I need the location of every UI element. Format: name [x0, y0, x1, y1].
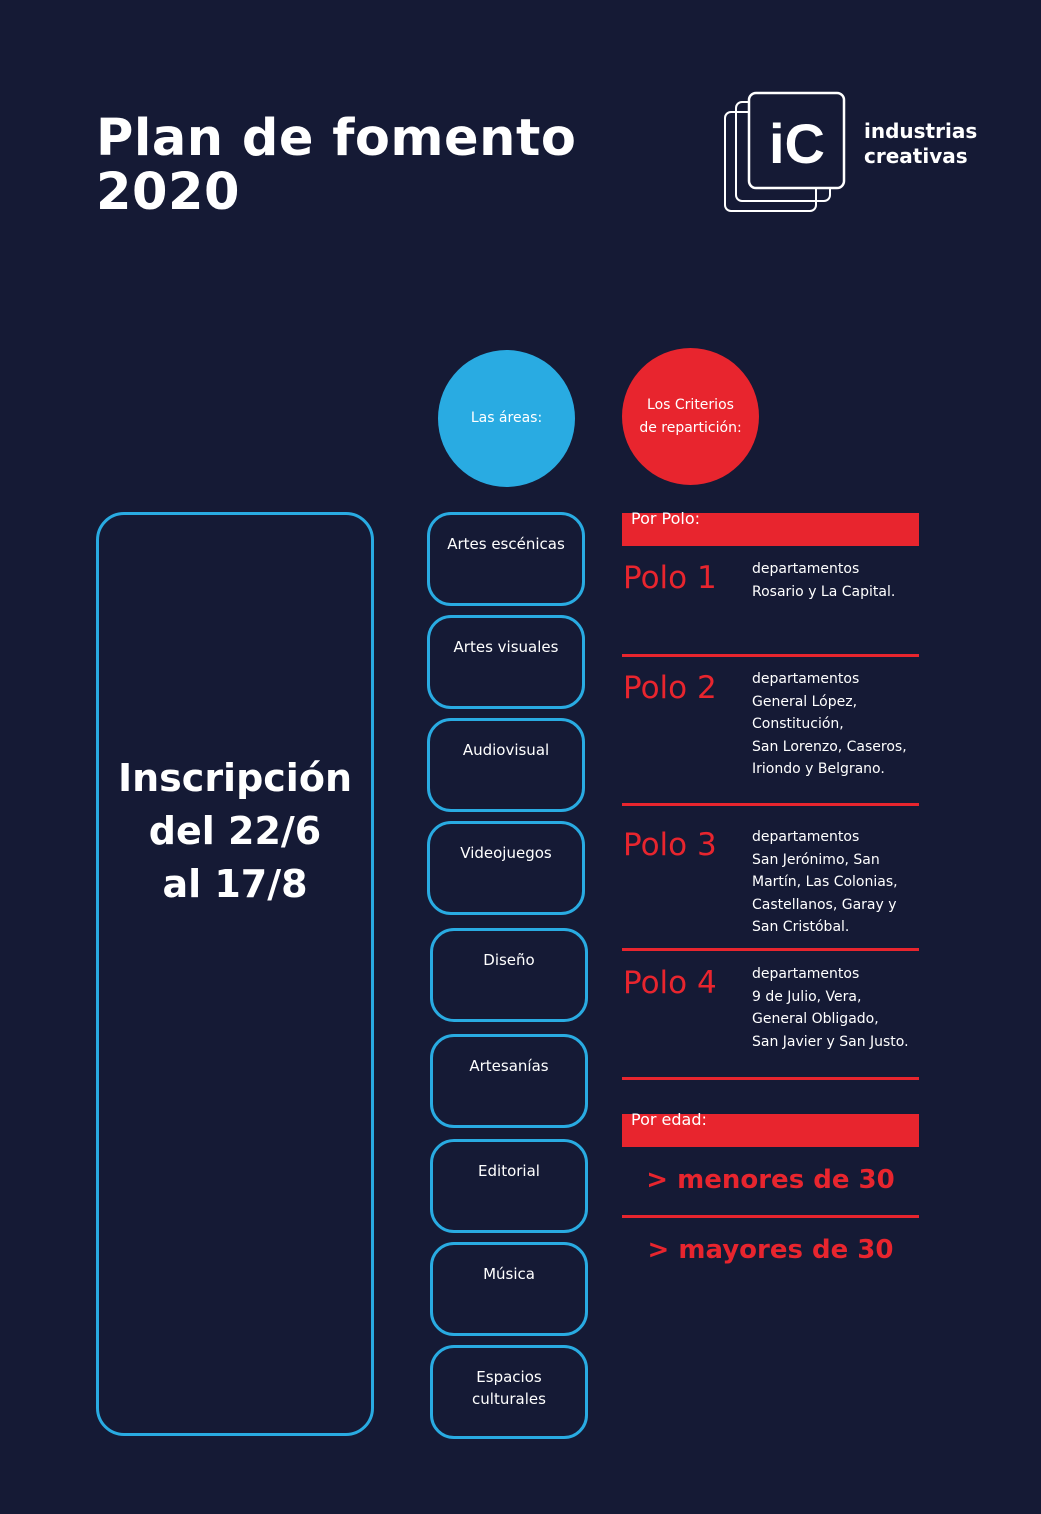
logo-text-line-1: industrias	[864, 119, 978, 143]
por-polo-bar	[622, 509, 919, 546]
polo-2-line: San Lorenzo, Caseros,	[752, 738, 907, 755]
polo-2-description	[752, 668, 907, 781]
logo-text	[864, 119, 977, 169]
polo-4-line: General Obligado,	[752, 1011, 879, 1028]
area-label-line-1: Espacios	[476, 1368, 542, 1386]
criteria-circle-line-2: de repartición:	[639, 419, 742, 436]
polo-4-line: departamentos	[752, 966, 860, 982]
areas-circle	[438, 350, 575, 487]
divider	[622, 1077, 919, 1080]
polo-4-description	[752, 963, 909, 1053]
area-box-audiovisual	[427, 718, 585, 812]
area-box-artes-visuales	[427, 615, 585, 709]
inscription-line-2: del 22/6	[148, 809, 322, 853]
polo-4-line: 9 de Julio, Vera,	[752, 988, 862, 1005]
inscription-text	[96, 752, 374, 911]
title-line-1: Plan de fomento	[96, 109, 577, 168]
polo-2-line: Constitución,	[752, 716, 844, 733]
area-label: Artes escénicas	[447, 535, 565, 553]
polo-1-name: Polo 1	[623, 560, 717, 596]
polo-3-description	[752, 826, 898, 939]
area-box-espacios-culturales	[430, 1345, 588, 1439]
title-line-2: 2020	[96, 163, 240, 222]
area-label: Música	[483, 1265, 535, 1283]
age-mayores: > mayores de 30	[647, 1235, 894, 1265]
polo-2-line: departamentos	[752, 671, 860, 687]
polo-3-name: Polo 3	[623, 827, 717, 863]
areas-circle-label: Las áreas:	[470, 410, 543, 426]
por-edad-bar	[622, 1110, 919, 1147]
industrias-creativas-logo-icon	[722, 90, 847, 218]
divider	[622, 948, 919, 951]
polo-1-line: Rosario y La Capital.	[752, 583, 896, 600]
polo-2-line: General López,	[752, 693, 858, 710]
polo-3-line: San Jerónimo, San	[752, 851, 880, 868]
polo-3-line: San Cristóbal.	[752, 919, 850, 936]
divider	[622, 803, 919, 806]
criteria-circle-line-1: Los Criterios	[647, 396, 734, 413]
por-edad-label: Por edad:	[631, 1110, 707, 1129]
logo-mark: iC	[769, 112, 825, 175]
area-label-line-2: culturales	[472, 1390, 546, 1408]
divider	[622, 654, 919, 657]
area-label: Videojuegos	[460, 844, 552, 862]
polo-4-name: Polo 4	[623, 965, 717, 1001]
inscription-line-1: Inscripción	[117, 756, 352, 800]
polo-1-line: departamentos	[752, 561, 860, 577]
area-label: Audiovisual	[462, 741, 550, 759]
area-box-musica	[430, 1242, 588, 1336]
area-label: Artes visuales	[453, 638, 559, 656]
polo-3-line: Castellanos, Garay y	[752, 896, 897, 913]
polo-3-line: departamentos	[752, 829, 860, 845]
polo-2-line: Iriondo y Belgrano.	[752, 761, 885, 778]
polo-1-description	[752, 558, 895, 603]
area-label: Editorial	[478, 1162, 540, 1180]
page-title	[96, 109, 577, 222]
polo-4-line: San Javier y San Justo.	[752, 1033, 909, 1050]
area-box-artesanias	[430, 1034, 588, 1128]
inscription-box	[96, 512, 374, 1436]
area-label: Artesanías	[469, 1057, 549, 1075]
area-label: Diseño	[483, 951, 535, 969]
area-box-editorial	[430, 1139, 588, 1233]
logo-text-line-2: creativas	[864, 144, 968, 168]
divider	[622, 1215, 919, 1218]
inscription-line-3: al 17/8	[162, 862, 308, 906]
area-box-artes-escenicas	[427, 512, 585, 606]
area-box-videojuegos	[427, 821, 585, 915]
age-menores: > menores de 30	[646, 1165, 895, 1195]
area-box-diseno	[430, 928, 588, 1022]
polo-2-name: Polo 2	[623, 670, 717, 706]
polo-3-line: Martín, Las Colonias,	[752, 874, 898, 891]
por-polo-label: Por Polo:	[631, 509, 701, 528]
criteria-circle	[622, 348, 759, 485]
